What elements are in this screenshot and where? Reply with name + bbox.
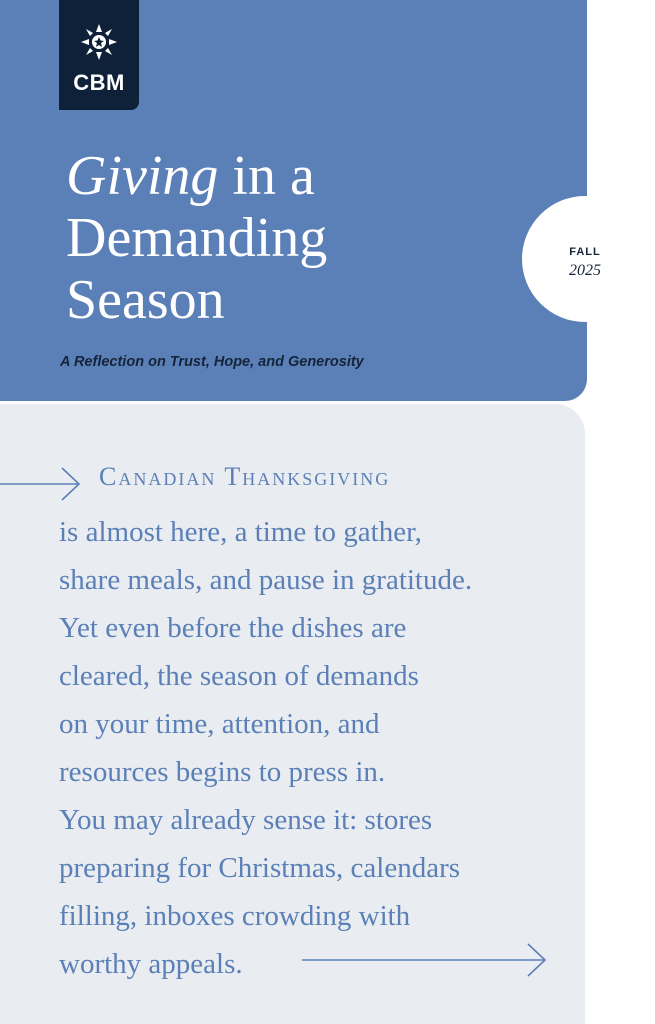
- badge-season: FALL: [569, 246, 601, 258]
- page-subtitle: A Reflection on Trust, Hope, and Generosity: [60, 354, 364, 370]
- article-line: worthy appeals.: [59, 948, 243, 980]
- continue-arrow-icon: [300, 942, 548, 978]
- hero-panel: [0, 0, 587, 401]
- title-emphasis: Giving: [66, 145, 219, 207]
- article-paragraph: [59, 508, 472, 988]
- article-line: share meals, and pause in gratitude.: [59, 564, 473, 596]
- article-line: preparing for Christmas, calendars: [59, 852, 461, 884]
- arrow-right-icon: [0, 466, 82, 502]
- logo: [59, 0, 139, 110]
- article-line: is almost here, a time to gather,: [59, 516, 422, 548]
- logo-text: CBM: [73, 70, 125, 95]
- lead-in: Canadian Thanksgiving: [99, 462, 391, 491]
- article-line: cleared, the season of demands: [59, 660, 419, 692]
- page-title: [66, 145, 327, 331]
- snowflake-star-icon: [79, 22, 119, 62]
- article-line: You may already sense it: stores: [59, 804, 433, 836]
- title-line3: Season: [66, 269, 225, 331]
- article-line: filling, inboxes crowding with: [59, 900, 411, 932]
- title-line2: Demanding: [66, 207, 328, 269]
- title-line1-rest: in a: [218, 145, 315, 207]
- season-badge: [522, 196, 648, 322]
- badge-year: 2025: [569, 262, 601, 279]
- article-line: resources begins to press in.: [59, 756, 386, 788]
- article-line: on your time, attention, and: [59, 708, 380, 740]
- article-line: Yet even before the dishes are: [59, 612, 407, 644]
